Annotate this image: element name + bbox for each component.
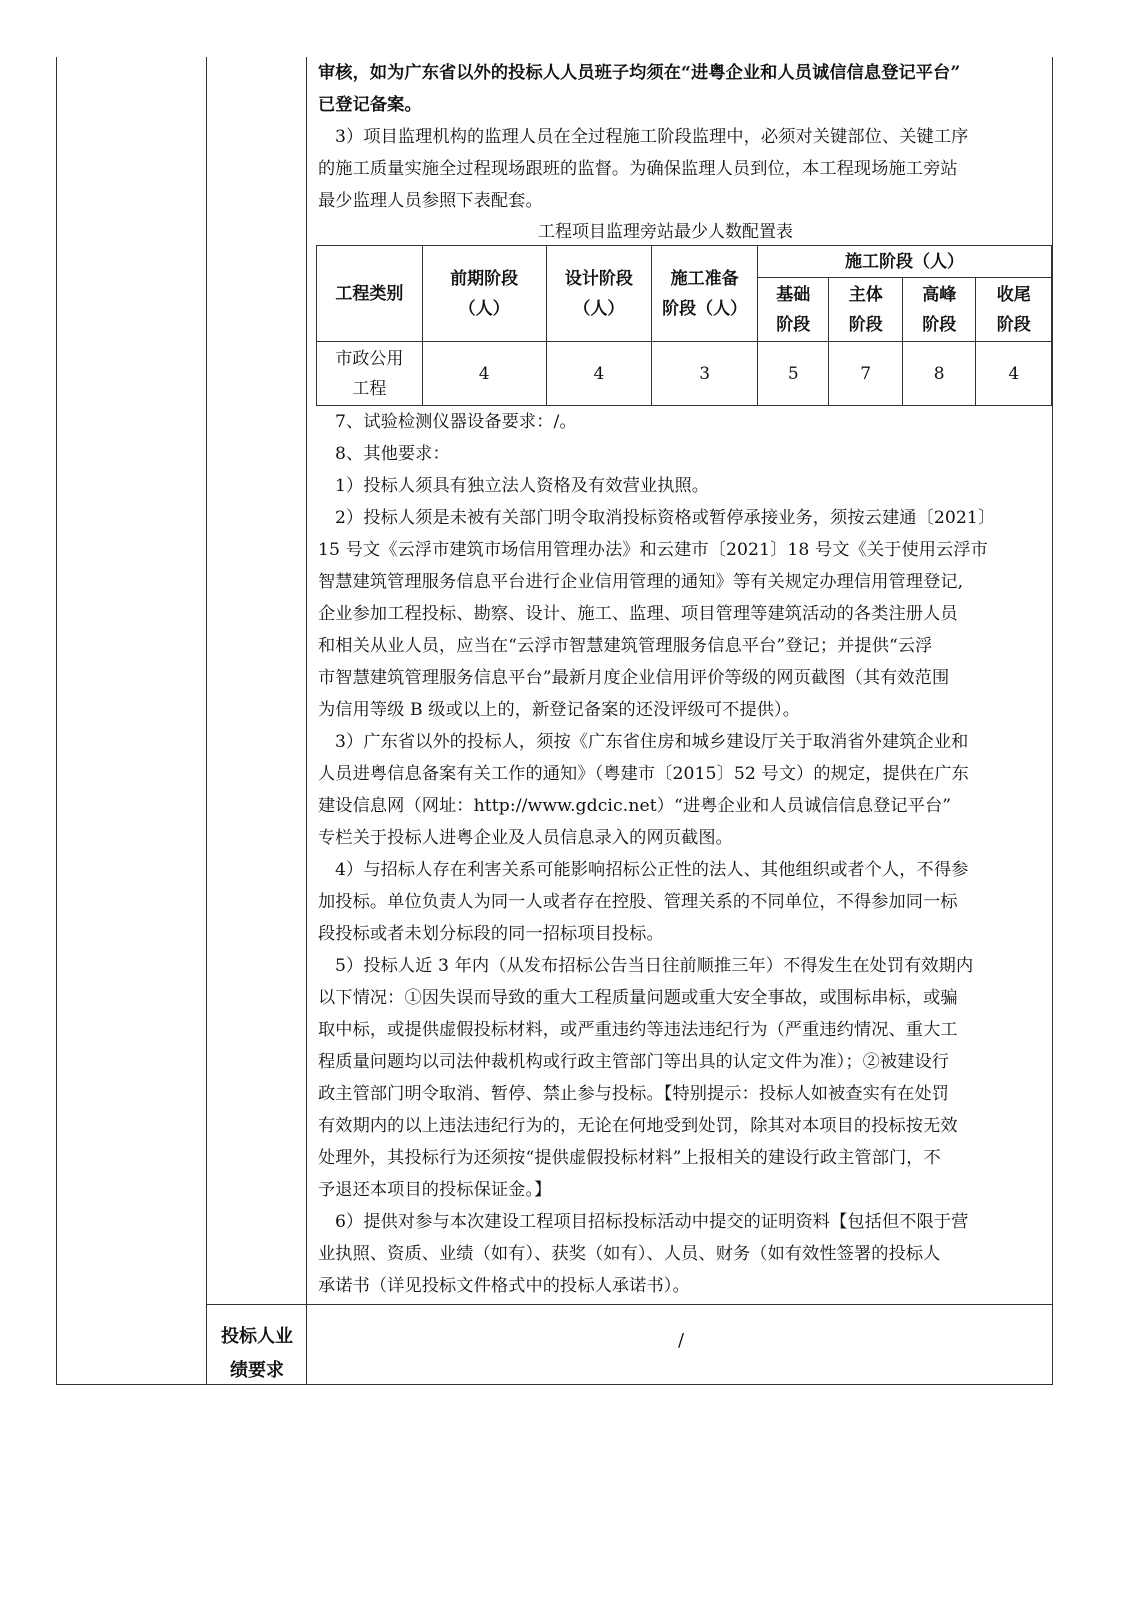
requirements-content xyxy=(318,57,1053,1302)
paragraph: 的施工质量实施全过程现场跟班的监督。为确保监理人员到位，本工程现场施工旁站 xyxy=(318,159,958,179)
paragraph: 加投标。单位负责人为同一人或者存在控股、管理关系的不同单位，不得参加同一标 xyxy=(318,892,958,912)
paragraph: 1）投标人须具有独立法人资格及有效营业执照。 xyxy=(335,476,710,496)
table-divider-2 xyxy=(306,57,307,1385)
cell-value: 7 xyxy=(829,342,903,406)
table-border-left xyxy=(56,57,57,1385)
paragraph: 人员进粤信息备案有关工作的通知》（粤建市〔2015〕52 号文）的规定，提供在广东 xyxy=(318,764,969,784)
paragraph: 3）广东省以外的投标人，须按《广东省住房和城乡建设厅关于取消省外建筑企业和 xyxy=(335,732,969,752)
table-row xyxy=(317,342,1052,406)
header-sub-foundation: 基础 阶段 xyxy=(757,278,828,342)
paragraph: 处理外，其投标行为还须按“提供虚假投标材料”上报相关的建设行政主管部门，不 xyxy=(318,1148,941,1168)
paragraph: 2）投标人须是未被有关部门明令取消投标资格或暂停承接业务，须按云建通〔2021〕 xyxy=(335,508,996,528)
header-sub-final: 收尾 阶段 xyxy=(976,278,1052,342)
paragraph: 程质量问题均以司法仲裁机构或行政主管部门等出具的认定文件为准）；②被建设行 xyxy=(318,1052,950,1072)
paragraph: 承诺书（详见投标文件格式中的投标人承诺书）。 xyxy=(318,1276,690,1296)
paragraph: 市智慧建筑管理服务信息平台”最新月度企业信用评价等级的网页截图（其有效范围 xyxy=(318,668,950,688)
paragraph: 4）与招标人存在利害关系可能影响招标公正性的法人、其他组织或者个人，不得参 xyxy=(335,860,969,880)
cell-type: 市政公用 工程 xyxy=(317,342,423,406)
paragraph: 已登记备案。 xyxy=(318,95,422,115)
table-divider-1 xyxy=(206,57,207,1385)
paragraph: 和相关从业人员，应当在“云浮市智慧建筑管理服务信息平台”登记；并提供“云浮 xyxy=(318,636,933,656)
paragraph: 专栏关于投标人进粤企业及人员信息录入的网页截图。 xyxy=(318,828,733,848)
table-caption: 工程项目监理旁站最少人数配置表 xyxy=(538,222,793,242)
header-sub-main: 主体 阶段 xyxy=(829,278,903,342)
paragraph: 5）投标人近 3 年内（从发布招标公告当日往前顺推三年）不得发生在处罚有效期内 xyxy=(335,956,974,976)
paragraph: 业执照、资质、业绩（如有）、获奖（如有）、人员、财务（如有效性签署的投标人 xyxy=(318,1244,941,1264)
paragraph: 8、其他要求： xyxy=(335,444,450,464)
paragraph: 政主管部门明令取消、暂停、禁止参与投标。【特别提示：投标人如被查实有在处罚 xyxy=(318,1084,950,1104)
paragraph: 有效期内的以上违法违纪行为的，无论在何地受到处罚，除其对本项目的投标按无效 xyxy=(318,1116,958,1136)
header-sub-peak: 高峰 阶段 xyxy=(902,278,976,342)
paragraph: 以下情况：①因失误而导致的重大工程质量问题或重大安全事故，或围标串标，或骗 xyxy=(318,988,958,1008)
supervision-staff-table xyxy=(316,245,1052,406)
cell-value: 3 xyxy=(652,342,758,406)
performance-value: / xyxy=(678,1330,685,1351)
paragraph: 3）项目监理机构的监理人员在全过程施工阶段监理中，必须对关键部位、关键工序 xyxy=(335,127,969,147)
paragraph: 予退还本项目的投标保证金。】 xyxy=(318,1180,552,1200)
header-pre: 前期阶段 （人） xyxy=(422,246,546,342)
paragraph: 建设信息网（网址：http://www.gdcic.net）“进粤企业和人员诚信信息登记平台” xyxy=(318,796,952,816)
table-row-divider xyxy=(206,1304,1053,1305)
cell-value: 5 xyxy=(757,342,828,406)
header-construction: 施工阶段（人） xyxy=(757,246,1051,278)
paragraph: 取中标，或提供虚假投标材料，或严重违约等违法违纪行为（严重违约情况、重大工 xyxy=(318,1020,958,1040)
header-prep: 施工准备 阶段（人） xyxy=(652,246,758,342)
cell-value: 4 xyxy=(422,342,546,406)
cell-value: 4 xyxy=(546,342,652,406)
paragraph: 7、试验检测仪器设备要求：/。 xyxy=(335,412,577,432)
performance-label: 投标人业 绩要求 xyxy=(221,1326,293,1381)
header-design: 设计阶段 （人） xyxy=(546,246,652,342)
table-border-bottom xyxy=(56,1384,1053,1385)
paragraph: 为信用等级 B 级或以上的，新登记备案的还没评级可不提供）。 xyxy=(318,700,801,720)
cell-value: 8 xyxy=(902,342,976,406)
paragraph: 企业参加工程投标、勘察、设计、施工、监理、项目管理等建筑活动的各类注册人员 xyxy=(318,604,958,624)
paragraph: 最少监理人员参照下表配套。 xyxy=(318,191,543,211)
paragraph: 段投标或者未划分标段的同一招标项目投标。 xyxy=(318,924,664,944)
cell-value: 4 xyxy=(976,342,1052,406)
header-type: 工程类别 xyxy=(317,246,423,342)
paragraph: 智慧建筑管理服务信息平台进行企业信用管理的通知》等有关规定办理信用管理登记, xyxy=(318,572,964,592)
paragraph: 6）提供对参与本次建设工程项目招标投标活动中提交的证明资料【包括但不限于营 xyxy=(335,1212,969,1232)
paragraph: 15 号文《云浮市建筑市场信用管理办法》和云建市〔2021〕18 号文《关于使用云浮市 xyxy=(318,540,988,560)
paragraph: 审核，如为广东省以外的投标人人员班子均须在“进粤企业和人员诚信信息登记平台” xyxy=(318,63,961,83)
